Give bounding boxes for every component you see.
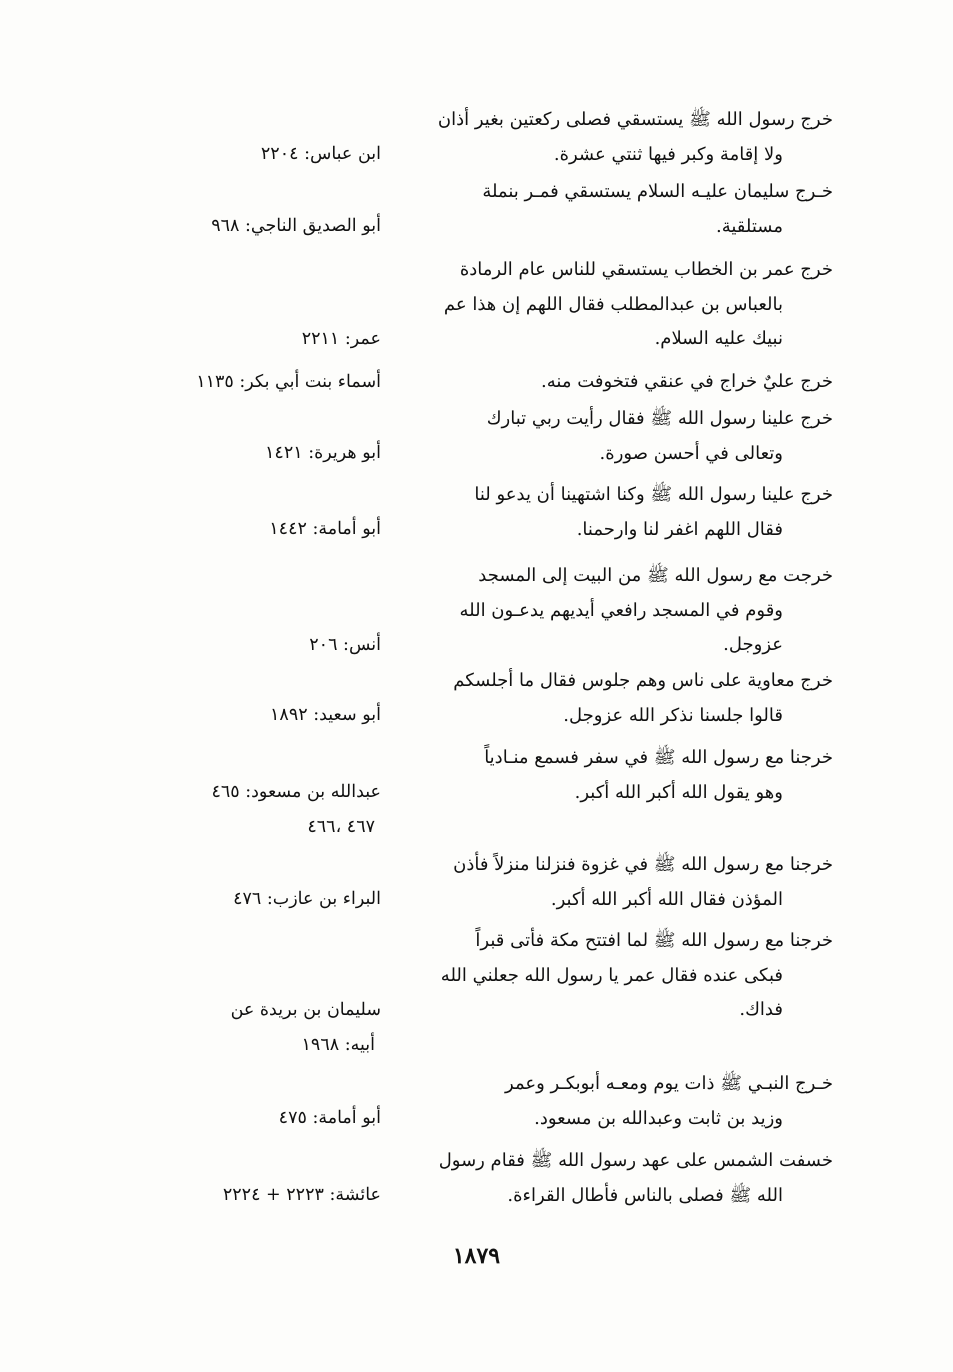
narrator-reference [151,775,381,844]
narrator-line: أبو هريرة: ١٤٢١ [265,443,381,463]
hadith-line: وزيد بن ثابت وعبدالله بن مسعود. [534,1107,783,1129]
hadith-line: عزوجل. [723,634,783,655]
narrator-reference [151,137,381,172]
hadith-text [433,365,833,400]
hadith-line: خرجنا مع رسول الله ﷺ في غزوة فنزلنا منزلاً فأذن [453,854,833,875]
hadith-text [433,402,833,471]
hadith-text [433,478,833,547]
narrator-line: أبيه: ١٩٦٨ [301,1034,375,1055]
narrator-reference [151,512,381,547]
narrator-line: أبو الصديق الناجي: ٩٦٨ [211,216,381,236]
narrator-line: عمر: ٢٢١١ [301,329,381,349]
page-number: ١٨٧٩ [452,1243,501,1269]
hadith-line: خسفت الشمس على عهد رسول الله ﷺ فقام رسول [438,1150,833,1171]
hadith-line: وهو يقول الله أكبر الله أكبر. [574,781,783,803]
narrator-reference [151,436,381,471]
narrator-reference [151,882,381,917]
hadith-line: خرجنا مع رسول الله ﷺ لما افتتح مكة فأتى قبراً [475,930,833,951]
hadith-line: قالوا جلسنا نذكر الله عزوجل. [563,704,783,726]
narrator-reference [151,1101,381,1136]
narrator-reference [151,365,381,400]
narrator-line: أبو سعيد: ١٨٩٢ [270,705,381,725]
narrator-line: أبو أمامة: ٤٧٥ [278,1108,381,1128]
narrator-reference [151,209,381,244]
narrator-line: عبدالله بن مسعود: ٤٦٥ [211,782,381,802]
hadith-text [433,1067,833,1136]
hadith-line: خرجت مع رسول الله ﷺ من البيت إلى المسجد [478,565,833,586]
hadith-line: فقال اللهم اغفر لنا وارحمنا. [576,518,783,540]
hadith-line: فبكى عنده فقال عمر يا رسول الله جعلني الله [440,964,783,986]
hadith-text [433,1144,833,1213]
narrator-line: عائشة: ٢٢٢٣ + ٢٢٢٤ [222,1185,381,1205]
hadith-line: خرج معاوية على ناس وهم جلوس فقال ما أجلسكم [453,670,833,691]
hadith-line: خرج علينا رسول الله ﷺ فقال رأيت ربي تبارك [486,408,833,429]
hadith-text [433,664,833,733]
hadith-text [433,175,833,244]
hadith-line: وتعالى في أحسن صورة. [599,442,783,464]
hadith-line: خرج عمر بن الخطاب يستسقي للناس عام الرمادة [459,259,833,280]
hadith-text [433,559,833,663]
hadith-line: خرجنا مع رسول الله ﷺ في سفر فسمع منـادياً [484,747,833,768]
hadith-line: خـرج النبـي ﷺ ذات يوم ومعـه أبوبكـر وعمر [505,1073,833,1094]
hadith-line: فداك. [739,999,783,1020]
hadith-text [433,848,833,917]
narrator-line: ابن عباس: ٢٢٠٤ [260,144,381,164]
hadith-line: خرج عليٌ خراج في عنقي فتخوفت منه. [541,371,833,392]
narrator-line: ٤٦٧ ،٤٦٦ [307,816,375,837]
hadith-text [433,103,833,172]
hadith-line: مستلقية. [716,215,783,237]
hadith-line: المؤذن فقال الله أكبر الله أكبر. [550,888,783,910]
narrator-reference [151,322,381,357]
narrator-line: أسماء بنت أبي بكر: ١١٣٥ [196,372,381,392]
hadith-line: نبيك عليه السلام. [654,328,783,349]
narrator-line: سليمان بن بريدة عن [230,1000,381,1020]
narrator-reference [151,698,381,733]
narrator-reference [151,993,381,1062]
hadith-line: وقوم في المسجد رافعي أيديهم يدعـون الله [459,599,783,621]
narrator-reference [151,628,381,663]
hadith-line: الله ﷺ فصلى بالناس فأطال القراءة. [507,1184,783,1206]
hadith-line: خرج علينا رسول الله ﷺ وكنا اشتهينا أن يدعو لنا [474,484,833,505]
hadith-line: ولا إقامة وكبر فيها ثنتي عشرة. [553,143,783,165]
narrator-line: أنس: ٢٠٦ [309,635,381,655]
hadith-line: خرج رسول الله ﷺ يستسقي فصلى ركعتين بغير أذان [437,109,833,130]
narrator-line: أبو أمامة: ١٤٤٢ [269,519,381,539]
hadith-text [433,253,833,357]
hadith-text [433,924,833,1028]
narrator-line: البراء بن عازب: ٤٧٦ [233,889,381,909]
hadith-line: بالعباس بن عبدالمطلب فقال اللهم إن هذا عم [443,293,783,315]
hadith-text [433,741,833,810]
hadith-line: خـرج سليمان عليـه السلام يستسقي فمـر بنملة [482,181,833,202]
narrator-reference [151,1178,381,1213]
